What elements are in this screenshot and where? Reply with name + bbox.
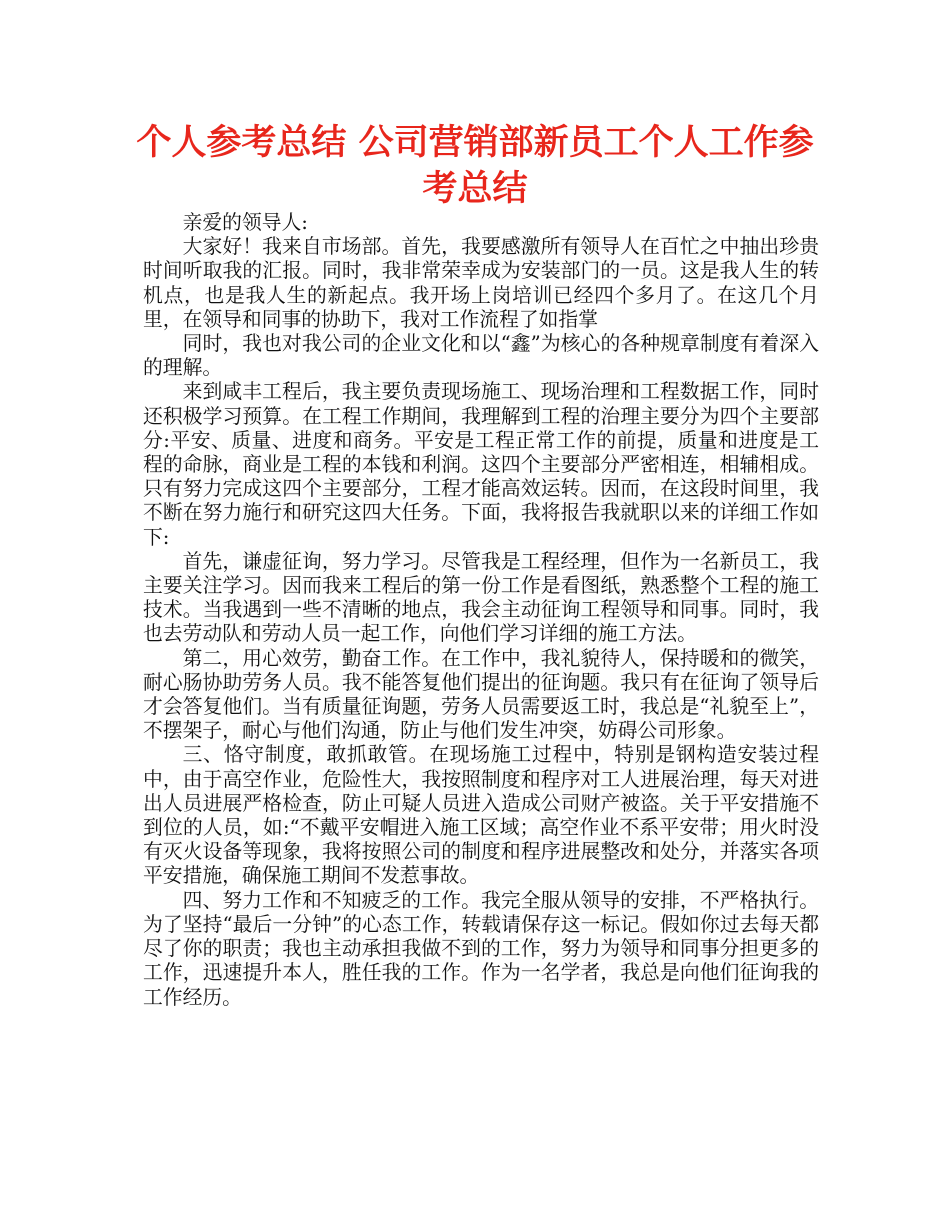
greeting-line: 亲爱的领导人:	[182, 211, 308, 234]
paragraph-diligence: 四、努力工作和不知疲乏的工作。我完全服从领导的安排，不严格执行。为了坚持“最后一分钟”的心态工作，转载请保存这一标记。假如你过去每天都尽了你的职责；我也主动承担我做不到的工作，努力为领导和同事分担更多的工作，迅速提升本人，胜任我的工作。作为一名学者，我总是向他们征询我的工作经历。	[143, 888, 819, 1009]
document-title: 个人参考总结 公司营销部新员工个人工作参考总结	[136, 123, 814, 209]
paragraph-service: 第二，用心效劳，勤奋工作。在工作中，我礼貌待人，保持暖和的微笑，耐心肠协助劳务人员。我不能答复他们提出的征询题。我只有在征询了领导后才会答复他们。当有质量征询题，劳务人员需要返工时，我总是“礼貌至上”，不摆架子，耐心与他们沟通，防止与他们发生冲突，妨碍公司形象。	[143, 646, 819, 743]
paragraph-culture: 同时，我也对我公司的企业文化和以“鑫”为核心的各种规章制度有着深入的理解。	[143, 332, 819, 380]
paragraph-project-overview: 来到咸丰工程后，我主要负责现场施工、现场治理和工程数据工作，同时还积极学习预算。在工程工作期间，我理解到工程的治理主要分为四个主要部分:平安、质量、进度和商务。平安是工程正常工作的前提，质量和进度是工程的命脉，商业是工程的本钱和利润。这四个主要部分严密相连，相辅相成。只有努力完成这四个主要部分，工程才能高效运转。因而，在这段时间里，我不断在努力施行和研究这四大任务。下面，我将报告我就职以来的详细工作如下:	[143, 380, 819, 549]
paragraph-intro: 大家好！我来自市场部。首先，我要感激所有领导人在百忙之中抽出珍贵时间听取我的汇报。同时，我非常荣幸成为安装部门的一员。这是我人生的转机点，也是我人生的新起点。我开场上岗培训已经四个多月了。在这几个月里，在领导和同事的协助下，我对工作流程了如指掌	[143, 235, 819, 331]
document-body	[143, 211, 819, 1010]
paragraph-learning: 首先，谦虚征询，努力学习。尽管我是工程经理，但作为一名新员工，我主要关注学习。因而我来工程后的第一份工作是看图纸，熟悉整个工程的施工技术。当我遇到一些不清晰的地点，我会主动征询工程领导和同事。同时，我也去劳动队和劳动人员一起工作，向他们学习详细的施工方法。	[143, 549, 819, 646]
paragraph-safety: 三、恪守制度，敢抓敢管。在现场施工过程中，特别是钢构造安装过程中，由于高空作业，危险性大，我按照制度和程序对工人进展治理，每天对进出人员进展严格检查，防止可疑人员进入造成公司财产被盗。关于平安措施不到位的人员，如:“不戴平安帽进入施工区域；高空作业不系平安带；用火时没有灭火设备等现象，我将按照公司的制度和程序进展整改和处分，并落实各项平安措施，确保施工期间不发惹事故。	[143, 743, 819, 888]
